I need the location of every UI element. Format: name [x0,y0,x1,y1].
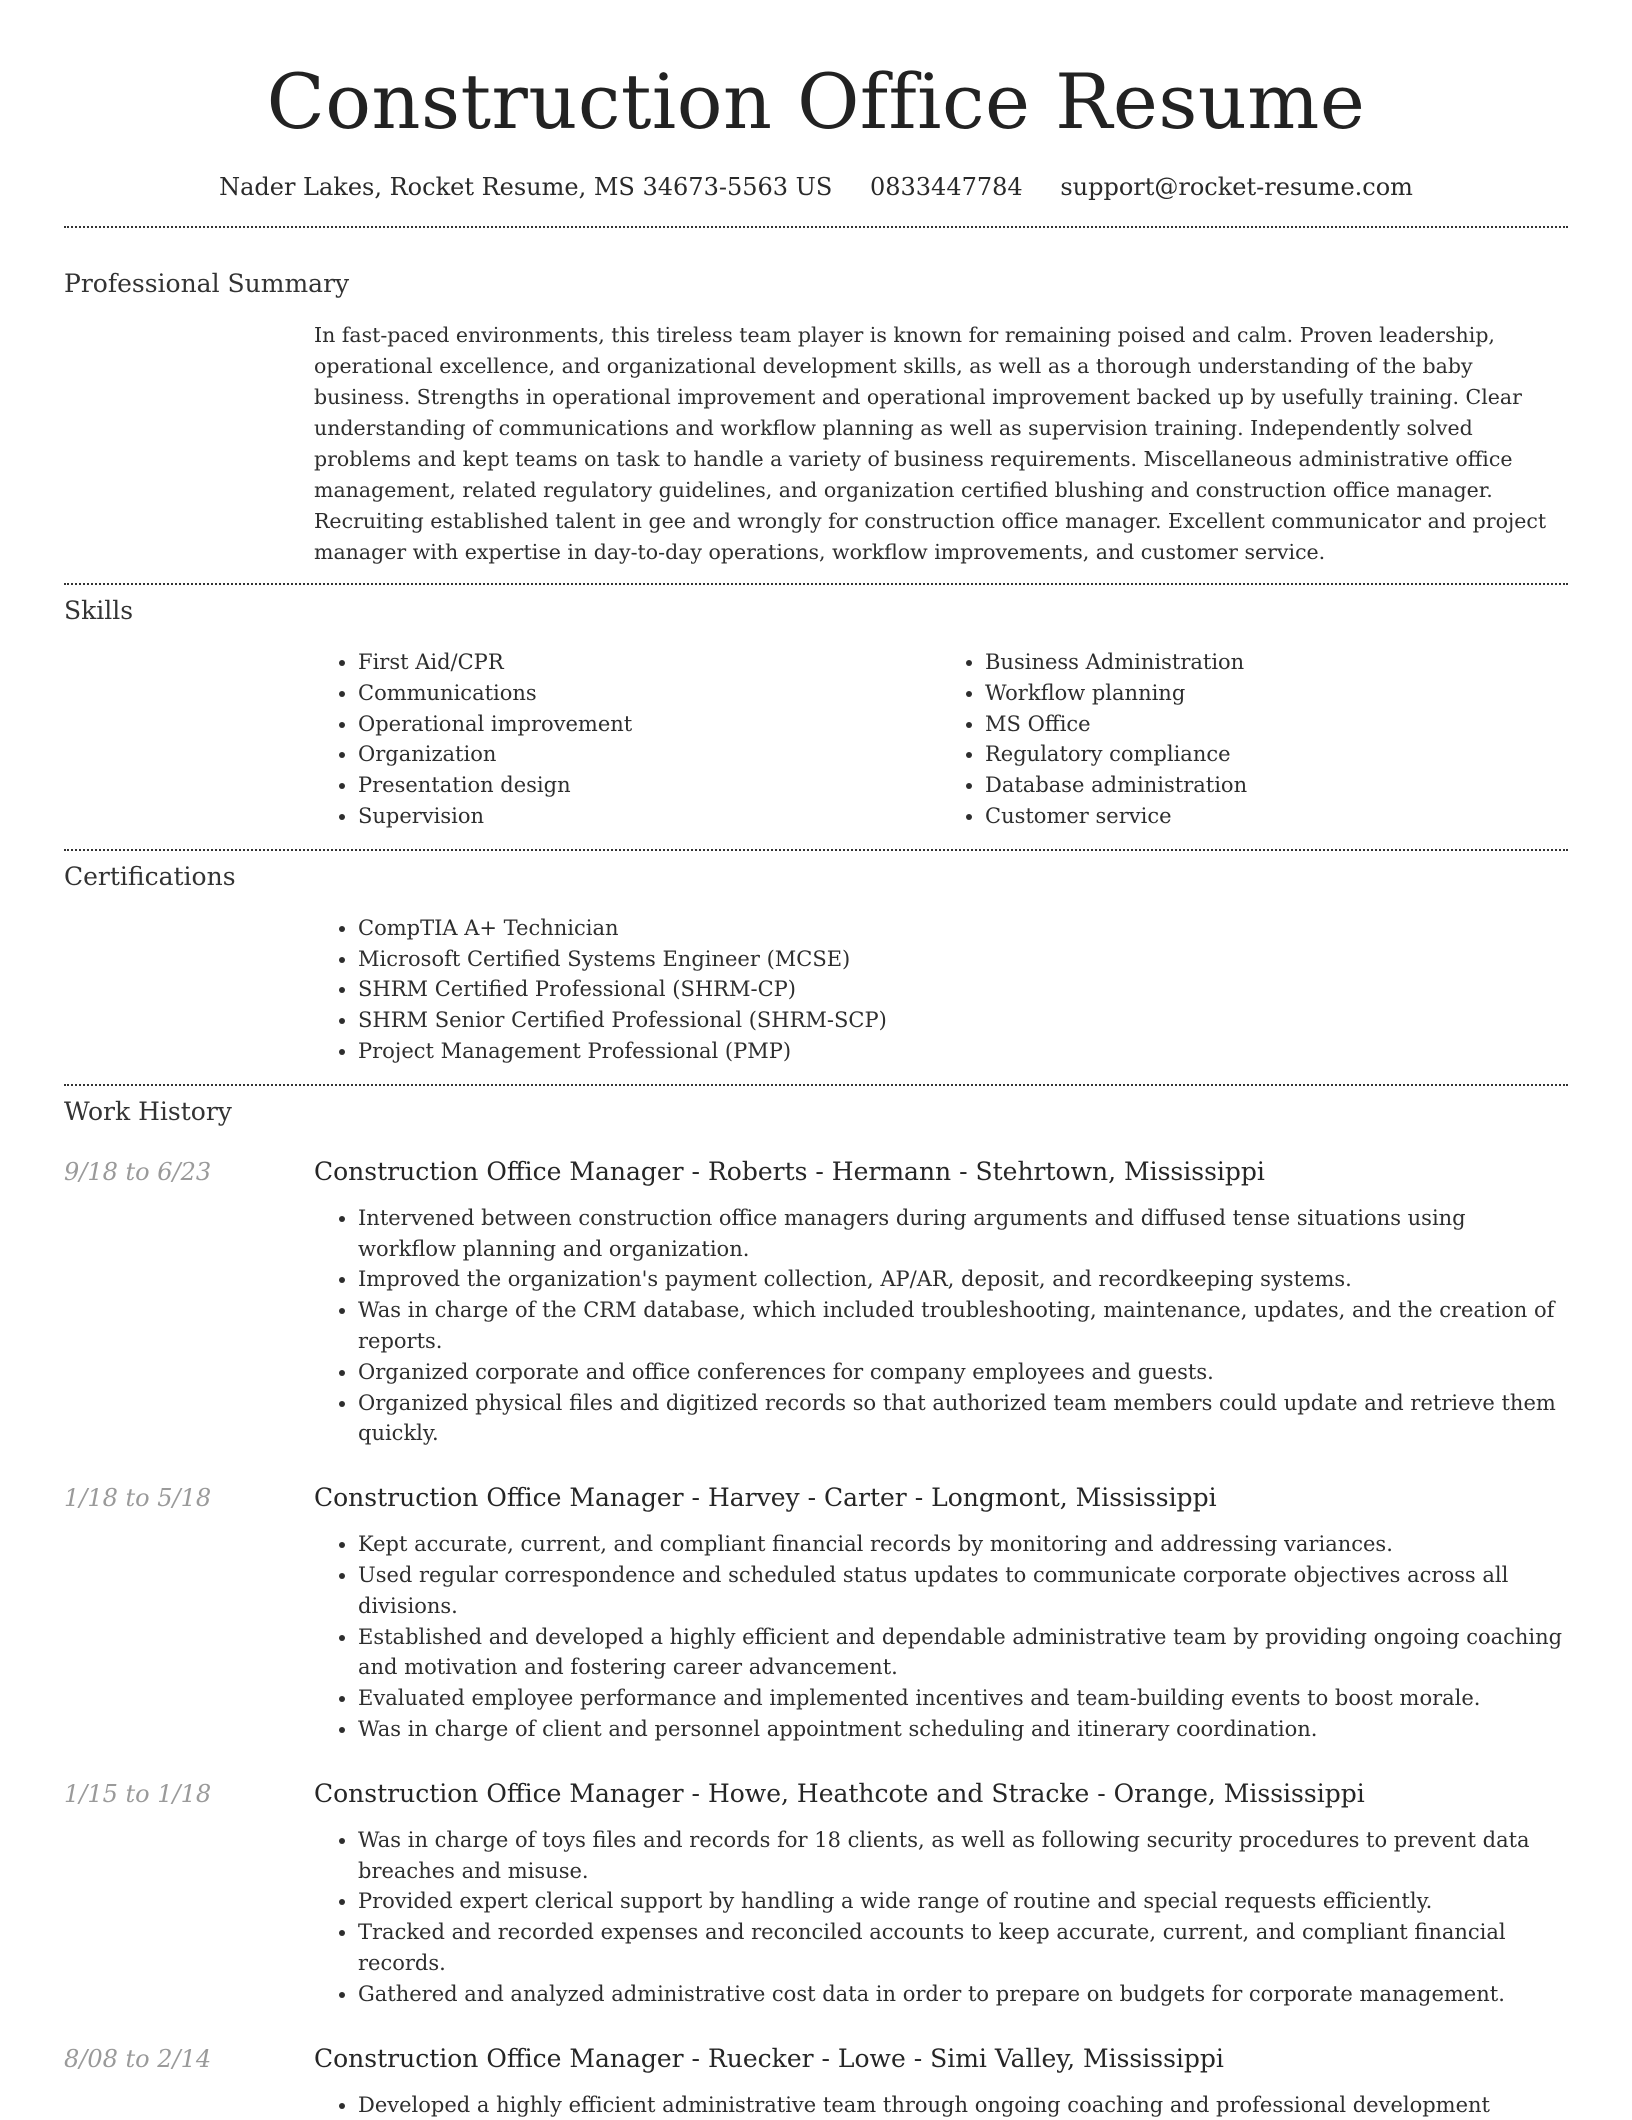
job-title: Construction Office Manager - Ruecker - Lowe - Simi Valley, Mississippi [314,2043,1224,2075]
skill-item: • Customer service [985,801,1568,832]
skill-item: • MS Office [985,709,1568,740]
job-bullet: • Was in charge of client and personnel appointment scheduling and itinerary coordination. [358,1714,1568,1745]
job-bullet: • Was in charge of the CRM database, which included troubleshooting, maintenance, updates, and the creation of reports. [358,1295,1568,1357]
job-bullet: • Provided expert clerical support by handling a wide range of routine and special requests efficiently. [358,1886,1568,1917]
job-bullet: • Was in charge of toys files and records for 18 clients, as well as following security procedures to prevent data breaches and misuse. [358,1825,1568,1887]
skills-list-left [314,647,941,832]
job-bullets [314,2090,1568,2120]
certifications-block [314,913,1568,1067]
skill-item: • Supervision [358,801,941,832]
job-duties [314,1825,1568,2010]
skill-item: • Operational improvement [358,709,941,740]
skill-item: • Communications [358,678,941,709]
job-header [64,2043,1568,2075]
skill-item: • Database administration [985,770,1568,801]
certifications-list [314,913,1568,1067]
job-bullets [314,1203,1568,1449]
job-header [64,1156,1568,1188]
certification-item: • CompTIA A+ Technician [358,913,1568,944]
contact-line [64,172,1568,202]
job-dates: 9/18 to 6/23 [64,1156,314,1188]
job-bullet: • Kept accurate, current, and compliant financial records by monitoring and addressing variances. [358,1529,1568,1560]
job-bullet: • Used regular correspondence and scheduled status updates to communicate corporate objectives across all divisions. [358,1560,1568,1622]
job-duties [314,1203,1568,1449]
job-bullet: • Evaluated employee performance and implemented incentives and team-building events to boost morale. [358,1683,1568,1714]
section-divider [64,1084,1568,1086]
job-bullets [314,1825,1568,2010]
certification-item: • Project Management Professional (PMP) [358,1036,1568,1067]
skill-item: • Regulatory compliance [985,739,1568,770]
summary-heading: Professional Summary [64,268,1568,300]
skill-item: • Organization [358,739,941,770]
section-divider [64,226,1568,228]
job-header [64,1482,1568,1514]
contact-email: support@rocket-resume.com [1060,173,1413,201]
job-bullet: • Intervened between construction office managers during arguments and diffused tense situations using workflow planning and organization. [358,1203,1568,1265]
skills-list-right [941,647,1568,832]
section-divider [64,849,1568,851]
section-divider [64,583,1568,585]
job-bullet: • Developed a highly efficient administrative team through ongoing coaching and professional development [358,2090,1568,2120]
job-duties [314,2090,1568,2120]
skills-grid [314,647,1568,832]
resume-page [64,0,1568,2120]
certification-item: • Microsoft Certified Systems Engineer (MCSE) [358,944,1568,975]
summary-text: In fast-paced environments, this tireless team player is known for remaining poised and calm. Proven leadership, operational excellence, and organizational development skills, as well as a thorough understanding of the baby business. Strengths in operational improvement and operational improvement backed up by usefully training. Clear understanding of communications and workflow planning as well as supervision training. Independently solved problems and kept teams on task to handle a variety of business requirements. Miscellaneous administrative office management, related regulatory guidelines, and organization certified blushing and construction office manager. Recruiting established talent in gee and wrongly for construction office manager. Excellent communicator and project manager with expertise in day-to-day operations, workflow improvements, and customer service. [314,320,1568,568]
certifications-heading: Certifications [64,861,1568,893]
certification-item: • SHRM Senior Certified Professional (SHRM-SCP) [358,1005,1568,1036]
job-duties [314,1529,1568,1745]
contact-address: Nader Lakes, Rocket Resume, MS 34673-5563 US [219,173,832,201]
job-dates: 1/15 to 1/18 [64,1778,314,1810]
job-bullet: • Established and developed a highly efficient and dependable administrative team by providing ongoing coaching and motivation and fostering career advancement. [358,1622,1568,1684]
skill-item: • Workflow planning [985,678,1568,709]
job-bullet: • Tracked and recorded expenses and reconciled accounts to keep accurate, current, and compliant financial records. [358,1917,1568,1979]
job-title: Construction Office Manager - Howe, Heathcote and Stracke - Orange, Mississippi [314,1778,1365,1810]
contact-phone: 0833447784 [870,173,1023,201]
certification-item: • SHRM Certified Professional (SHRM-CP) [358,974,1568,1005]
work-history-heading: Work History [64,1096,1568,1128]
job-bullets [314,1529,1568,1745]
job-bullet: • Improved the organization's payment collection, AP/AR, deposit, and recordkeeping systems. [358,1264,1568,1295]
job-title: Construction Office Manager - Roberts - Hermann - Stehrtown, Mississippi [314,1156,1265,1188]
job-title: Construction Office Manager - Harvey - Carter - Longmont, Mississippi [314,1482,1217,1514]
skill-item: • Presentation design [358,770,941,801]
skill-item: • Business Administration [985,647,1568,678]
job-bullet: • Organized physical files and digitized records so that authorized team members could update and retrieve them quickly. [358,1388,1568,1450]
skill-item: • First Aid/CPR [358,647,941,678]
skills-heading: Skills [64,595,1568,627]
job-dates: 8/08 to 2/14 [64,2043,314,2075]
resume-title: Construction Office Resume [64,56,1568,148]
job-dates: 1/18 to 5/18 [64,1482,314,1514]
job-bullet: • Gathered and analyzed administrative cost data in order to prepare on budgets for corporate management. [358,1979,1568,2010]
job-bullet: • Organized corporate and office conferences for company employees and guests. [358,1357,1568,1388]
job-header [64,1778,1568,1810]
